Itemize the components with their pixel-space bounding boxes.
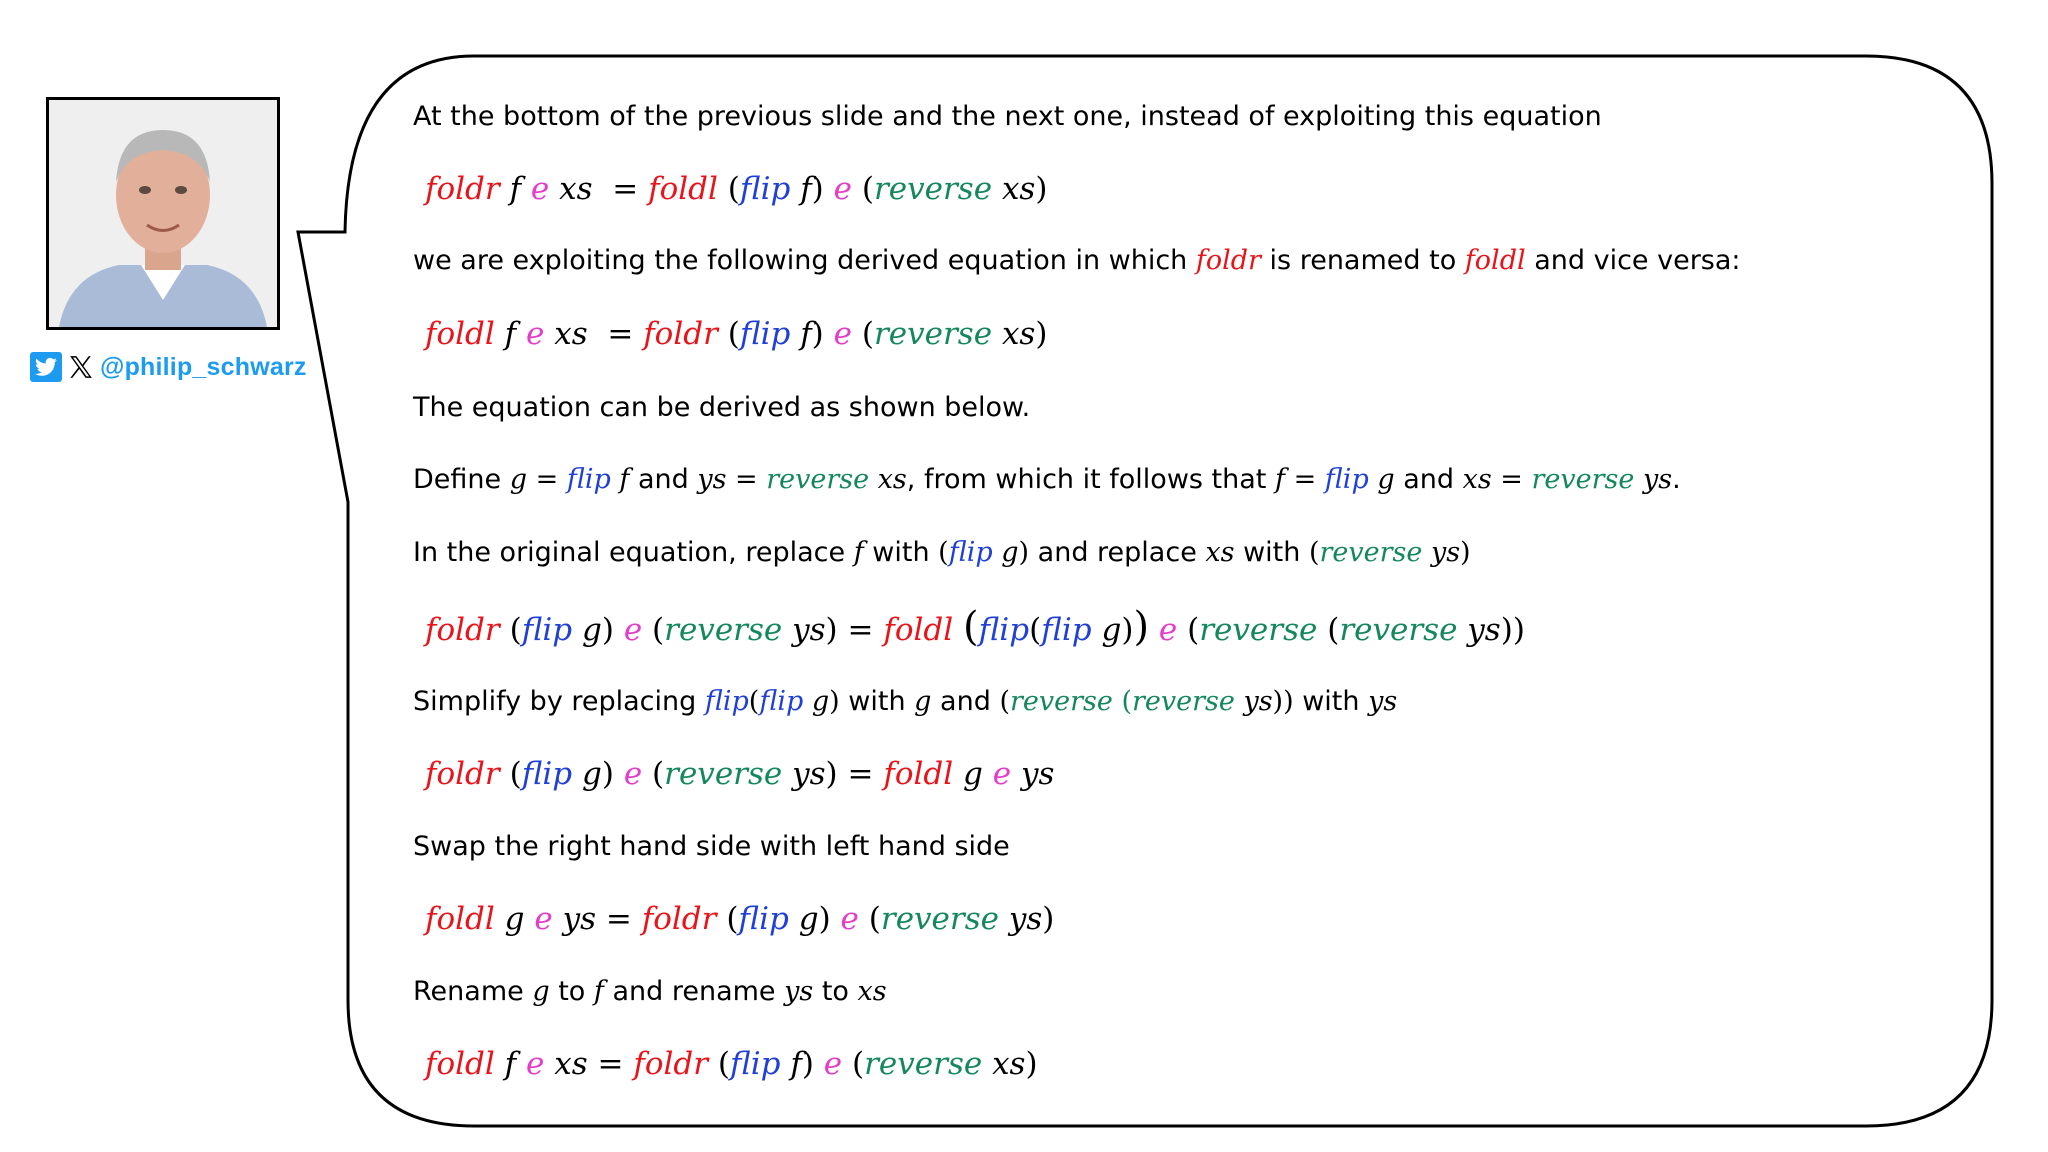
simplify-text: Simplify by replacing flip(flip g) with g and (reverse (reverse ys)) with ys: [413, 686, 1398, 717]
author-avatar: [46, 97, 280, 330]
equation-derived: foldl f e xs = foldr (flip f) e (reverse xs): [425, 316, 1048, 352]
intro-text: At the bottom of the previous slide and the next one, instead of exploiting this equation: [413, 101, 1602, 132]
define-text: Define g = flip f and ys = reverse xs, from which it follows that f = flip g and xs = reverse ys.: [413, 464, 1681, 495]
author-handle[interactable]: @philip_schwarz: [100, 352, 307, 381]
equation-simplified: foldr (flip g) e (reverse ys) = foldl g e ys: [425, 756, 1055, 792]
equation-swapped: foldl g e ys = foldr (flip g) e (reverse ys): [425, 901, 1055, 937]
author-handle-row: [30, 350, 307, 384]
equation-original: foldr f e xs = foldl (flip f) e (reverse xs): [425, 171, 1048, 207]
rename-text: Rename g to f and rename ys to xs: [413, 976, 887, 1007]
twitter-bird-icon: [30, 352, 62, 382]
can-be-derived-text: The equation can be derived as shown below.: [413, 392, 1031, 423]
derived-equation-text: we are exploiting the following derived equation in which foldr is renamed to foldl and vice versa:: [413, 245, 1741, 276]
x-logo-icon: [66, 352, 96, 382]
equation-final: foldl f e xs = foldr (flip f) e (reverse xs): [425, 1046, 1038, 1082]
equation-substituted: foldr (flip g) e (reverse ys) = foldl (flip(flip g)) e (reverse (reverse ys)): [425, 604, 1525, 650]
replace-instruction-text: In the original equation, replace f with (flip g) and replace xs with (reverse ys): [413, 537, 1471, 568]
swap-text: Swap the right hand side with left hand side: [413, 831, 1010, 862]
